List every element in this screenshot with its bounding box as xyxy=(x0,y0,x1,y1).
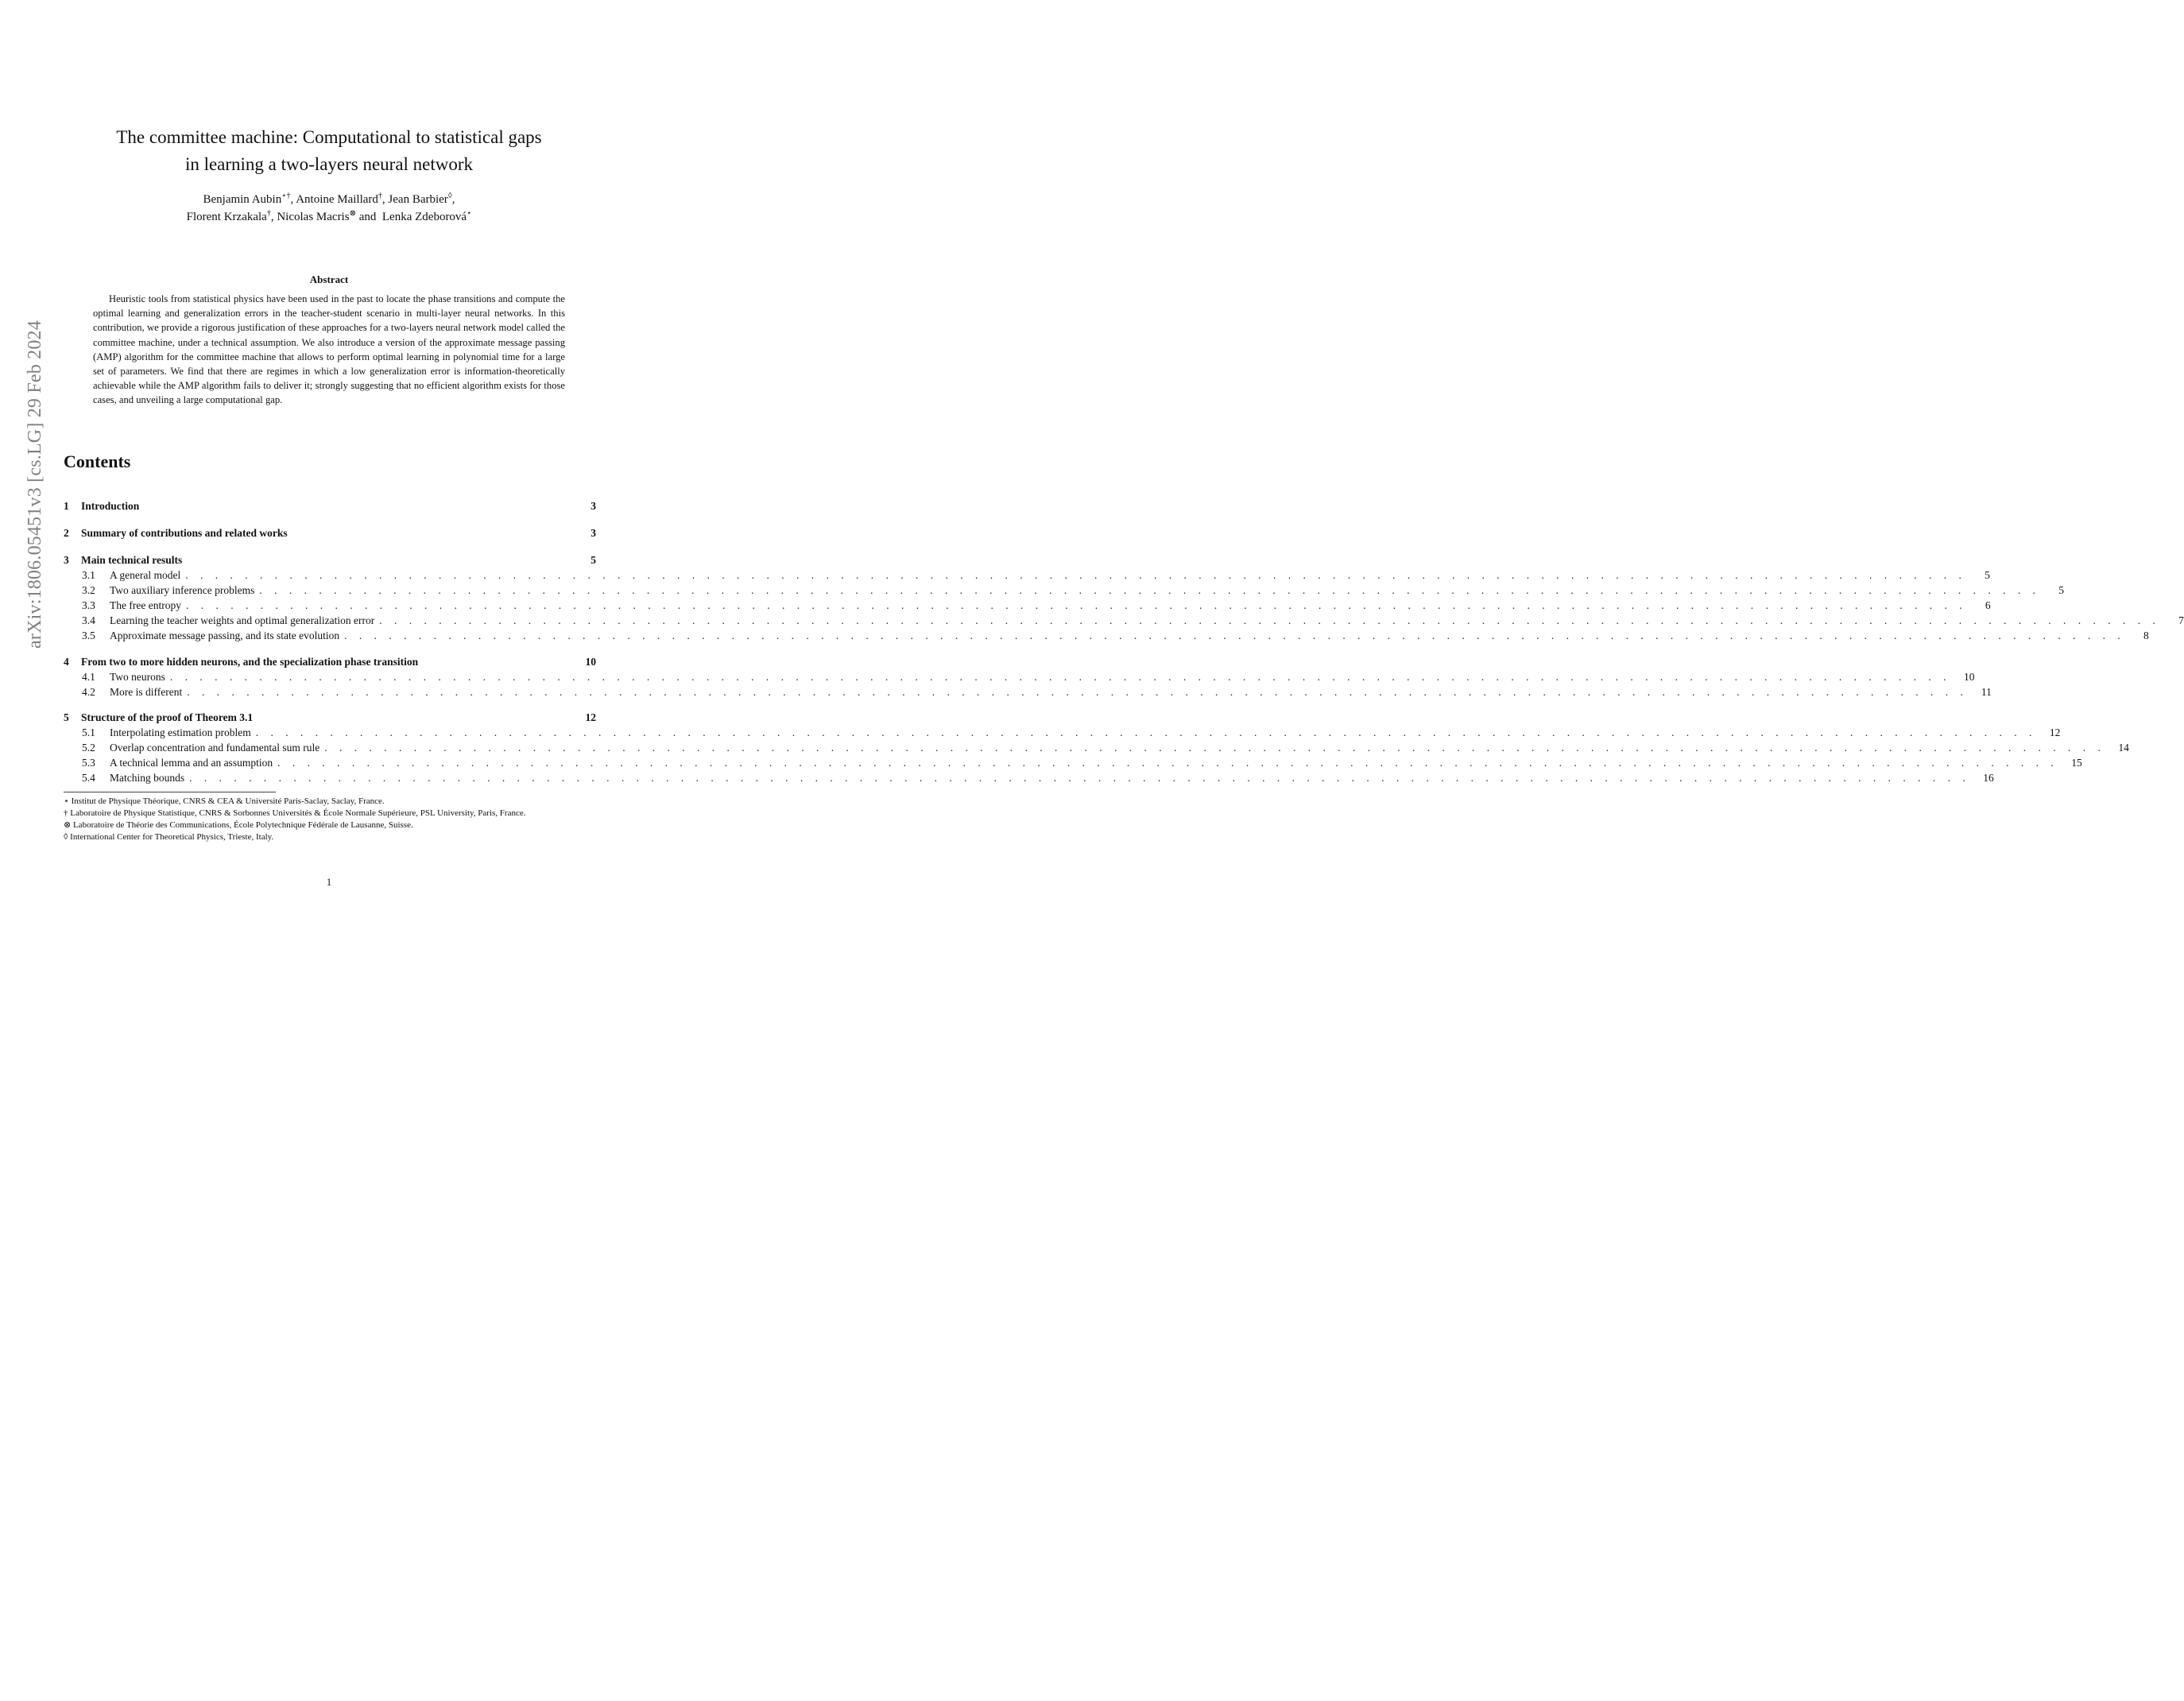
toc-dot-leader: . . . . . . . . . . . . . . . . . . . . . . . . . . . . . . . . . . . . . . . . . . . . . . . . . . . . . . . . . . . . . . . . . . . . . . . . . . . . . . . . . . . . . . . . . . . . . . . . . . . . . . . . . . . . . . . . . . . . . . . . xyxy=(344,630,2125,641)
toc-page-number: 5 xyxy=(2058,584,2064,596)
toc-section-row[interactable] xyxy=(64,710,596,725)
author-line-2 xyxy=(64,208,594,226)
toc-subsection-title: A general model xyxy=(110,569,181,581)
toc-page-number: 10 xyxy=(585,656,596,668)
toc-subsection-title: Overlap concentration and fundamental sum rule xyxy=(110,742,320,754)
toc-page-number: 11 xyxy=(1981,686,1992,698)
toc-subsection-title: Two auxiliary inference problems xyxy=(110,584,255,596)
author-affiliation-mark: † xyxy=(266,209,271,218)
toc-dot-leader: . . . . . . . . . . . . . . . . . . . . . . . . . . . . . . . . . . . . . . . . . . . . . . . . . . . . . . . . . . . . . . . . . . . . . . . . . . . . . . . . . . . . . . . . . . . . . . . . . . . . . . . . . . . . . . . . . . . . . . . . xyxy=(169,671,1951,683)
toc-section-title: From two to more hidden neurons, and the specialization phase transition xyxy=(81,656,419,668)
author-separator: , xyxy=(381,193,389,206)
toc-page-number: 6 xyxy=(1985,599,1991,611)
toc-subsection-number: 4.2 xyxy=(82,686,95,698)
paper-title-line-1: The committee machine: Computational to statistical gaps xyxy=(116,127,542,147)
toc-dot-leader: . . . . . . . . . . . . . . . . . . . . . . . . . . . . . . . . . . . . . . . . . . . . . . . . . . . . . . . . . . . . . . . . . . . . . . . . . . . . . . . . . . . . . . . . . . . . . . . . . . . . . . . . . . . . . . . . . . . . . . . . xyxy=(185,569,1966,581)
toc-section-title: Introduction xyxy=(81,500,140,512)
toc-subsection-row[interactable] xyxy=(64,613,2184,628)
toc-page-number: 12 xyxy=(585,711,596,723)
author-line-1 xyxy=(64,191,594,208)
author-affiliation-mark: ⊗ xyxy=(349,209,356,218)
toc-section-title: Main technical results xyxy=(81,554,183,566)
toc-dot-leader: . . . . . . . . . . . . . . . . . . . . . . . . . . . . . . . . . . . . . . . . . . . . . . . . . . . . . . . . . . . . . . . . . . . . . . . . . . . . . . . . . . . . . . . . . . . . . . . . . . . . . . . . . . . . . . . . . . . . . . . . xyxy=(189,772,1970,784)
toc-subsection-number: 4.1 xyxy=(82,671,95,683)
toc-subsection-row[interactable] xyxy=(64,740,2129,755)
toc-section-number: 1 xyxy=(64,500,69,512)
author-affiliation-mark: ◊ xyxy=(447,192,452,200)
toc-section-number: 3 xyxy=(64,554,69,566)
contents-heading: Contents xyxy=(64,451,131,471)
toc-page-number: 16 xyxy=(1983,772,1994,784)
footnote-affiliation: ◊ International Center for Theoretical Physics, Trieste, Italy. xyxy=(64,832,274,842)
toc-section-title: Summary of contributions and related works xyxy=(81,527,288,539)
toc-page-number: 8 xyxy=(2143,630,2149,641)
toc-subsection-title: Two neurons xyxy=(110,671,165,683)
toc-subsection-title: More is different xyxy=(110,686,183,698)
toc-section-number: 2 xyxy=(64,527,69,539)
footnote-affiliation: ⊗ Laboratoire de Théorie des Communications, École Polytechnique Fédérale de Lausanne, Suisse. xyxy=(64,820,413,830)
toc-subsection-row[interactable] xyxy=(64,598,1991,613)
toc-subsection-title: Matching bounds xyxy=(110,772,185,784)
toc-page-number: 5 xyxy=(591,554,596,566)
toc-subsection-title: The free entropy xyxy=(110,599,181,611)
toc-page-number: 14 xyxy=(2118,742,2129,754)
toc-subsection-row[interactable] xyxy=(64,684,1992,699)
toc-subsection-row[interactable] xyxy=(64,628,2149,643)
toc-subsection-number: 5.2 xyxy=(82,742,95,754)
footnote-affiliation: ⋆ Institut de Physique Théorique, CNRS & CEA & Université Paris-Saclay, Saclay, France. xyxy=(64,796,385,806)
abstract-text: Heuristic tools from statistical physics have been used in the past to locate the phase transitions and compute the optimal learning and generalization errors in the teacher-student scenario in multi-layer neural networks. In this contribution, we provide a rigorous justification of these approaches for a two-layers neural network model called the committee machine, under a technical assumption. We also introduce a version of the approximate message passing (AMP) algorithm for the committee machine that allows to perform optimal learning in polynomial time for a large set of parameters. We find that there are regimes in which a low generalization error is information-theoretically achievable while the AMP algorithm fails to deliver it; strongly suggesting that no efficient algorithm exists for those cases, and unveiling a large computational gap. xyxy=(93,293,565,406)
author-separator: , xyxy=(290,193,296,206)
toc-subsection-title: Learning the teacher weights and optimal generalization error xyxy=(110,614,375,626)
footnote-affiliation: † Laboratoire de Physique Statistique, CNRS & Sorbonnes Universités & École Normale Supérieure, PSL University, Paris, France. xyxy=(64,808,526,818)
author-affiliation-mark: ⋆ xyxy=(467,209,472,218)
author-list xyxy=(64,191,594,226)
toc-dot-leader: . . . . . . . . . . . . . . . . . . . . . . . . . . . . . . . . . . . . . . . . . . . . . . . . . . . . . . . . . . . . . . . . . . . . . . . . . . . . . . . . . . . . . . . . . . . . . . . . . . . . . . . . . . . . . . . . . . . . . . . . xyxy=(185,599,1967,611)
toc-page-number: 12 xyxy=(2049,727,2061,738)
toc-section-row[interactable] xyxy=(64,654,596,669)
toc-subsection-number: 3.1 xyxy=(82,569,95,581)
toc-dot-leader: . . . . . . . . . . . . . . . . . . . . . . . . . . . . . . . . . . . . . . . . . . . . . . . . . . . . . . . . . . . . . . . . . . . . . . . . . . . . . . . . . . . . . . . . . . . . . . . . . . . . . . . . . . . . . . . . . . . . . . . . xyxy=(277,757,2058,769)
toc-subsection-title: Interpolating estimation problem xyxy=(110,727,251,738)
paper-title xyxy=(64,124,594,178)
toc-page-number: 10 xyxy=(1964,671,1975,683)
author-name: Antoine Maillard xyxy=(296,193,378,206)
toc-subsection-row[interactable] xyxy=(64,583,2064,598)
toc-subsection-row[interactable] xyxy=(64,755,2082,770)
toc-dot-leader: . . . . . . . . . . . . . . . . . . . . . . . . . . . . . . . . . . . . . . . . . . . . . . . . . . . . . . . . . . . . . . . . . . . . . . . . . . . . . . . . . . . . . . . . . . . . . . . . . . . . . . . . . . . . . . . . . . . . . . . . xyxy=(324,742,2105,754)
toc-subsection-number: 3.5 xyxy=(82,630,95,641)
page-number: 1 xyxy=(326,876,332,888)
toc-subsection-row[interactable] xyxy=(64,568,1990,583)
toc-section-title: Structure of the proof of Theorem 3.1 xyxy=(81,711,254,723)
author-name: Nicolas Macris xyxy=(277,211,350,223)
toc-page-number: 7 xyxy=(2178,614,2184,626)
author-separator: , xyxy=(451,193,455,206)
toc-subsection-title: Approximate message passing, and its state evolution xyxy=(110,630,340,641)
toc-section-row[interactable] xyxy=(64,498,596,513)
toc-subsection-title: A technical lemma and an assumption xyxy=(110,757,273,769)
author-name: Jean Barbier xyxy=(388,193,448,206)
toc-section-number: 4 xyxy=(64,656,69,668)
toc-dot-leader: . . . . . . . . . . . . . . . . . . . . . . . . . . . . . . . . . . . . . . . . . . . . . . . . . . . . . . . . . . . . . . . . . . . . . . . . . . . . . . . . . . . . . . . . . . . . . . . . . . . . . . . . . . . . . . . . . . . . . . . . xyxy=(187,686,1968,698)
toc-page-number: 15 xyxy=(2071,757,2082,769)
toc-subsection-number: 3.3 xyxy=(82,599,95,611)
arxiv-identifier-stamp xyxy=(21,290,48,678)
toc-section-row[interactable] xyxy=(64,552,596,568)
toc-dot-leader: . . . . . . . . . . . . . . . . . . . . . . . . . . . . . . . . . . . . . . . . . . . . . . . . . . . . . . . . . . . . . . . . . . . . . . . . . . . . . . . . . . . . . . . . . . . . . . . . . . . . . . . . . . . . . . . . . . . . . . . . xyxy=(255,727,2037,738)
toc-page-number: 3 xyxy=(591,527,596,539)
author-name: Lenka Zdeborová xyxy=(381,211,467,223)
toc-subsection-number: 5.1 xyxy=(82,727,95,738)
toc-subsection-row[interactable] xyxy=(64,725,2061,740)
toc-section-row[interactable] xyxy=(64,525,596,541)
toc-subsection-number: 3.4 xyxy=(82,614,95,626)
toc-page-number: 3 xyxy=(591,500,596,512)
author-name: Florent Krzakala xyxy=(186,211,267,223)
toc-page-number: 5 xyxy=(1985,569,1990,581)
toc-subsection-row[interactable] xyxy=(64,770,1994,785)
author-separator: and xyxy=(355,211,380,223)
toc-dot-leader: . . . . . . . . . . . . . . . . . . . . . . . . . . . . . . . . . . . . . . . . . . . . . . . . . . . . . . . . . . . . . . . . . . . . . . . . . . . . . . . . . . . . . . . . . . . . . . . . . . . . . . . . . . . . . . . . . . . . . . . . xyxy=(379,614,2160,626)
abstract-heading: Abstract xyxy=(309,273,349,285)
arxiv-identifier-text: arXiv:1806.05451v3 [cs.LG] 29 Feb 2024 xyxy=(24,320,45,649)
toc-subsection-number: 5.3 xyxy=(82,757,95,769)
toc-subsection-row[interactable] xyxy=(64,669,1975,684)
toc-section-number: 5 xyxy=(64,711,69,723)
toc-subsection-number: 3.2 xyxy=(82,584,95,596)
author-separator: , xyxy=(270,211,277,223)
paper-title-line-2: in learning a two-layers neural network xyxy=(184,154,474,174)
toc-subsection-number: 5.4 xyxy=(82,772,95,784)
author-name: Benjamin Aubin xyxy=(203,193,282,206)
author-affiliation-mark: † xyxy=(378,192,382,200)
footnotes xyxy=(64,796,596,843)
toc-dot-leader: . . . . . . . . . . . . . . . . . . . . . . . . . . . . . . . . . . . . . . . . . . . . . . . . . . . . . . . . . . . . . . . . . . . . . . . . . . . . . . . . . . . . . . . . . . . . . . . . . . . . . . . . . . . . . . . . . . . . . . . . xyxy=(259,584,2040,596)
author-affiliation-mark: ⋆† xyxy=(281,192,291,200)
